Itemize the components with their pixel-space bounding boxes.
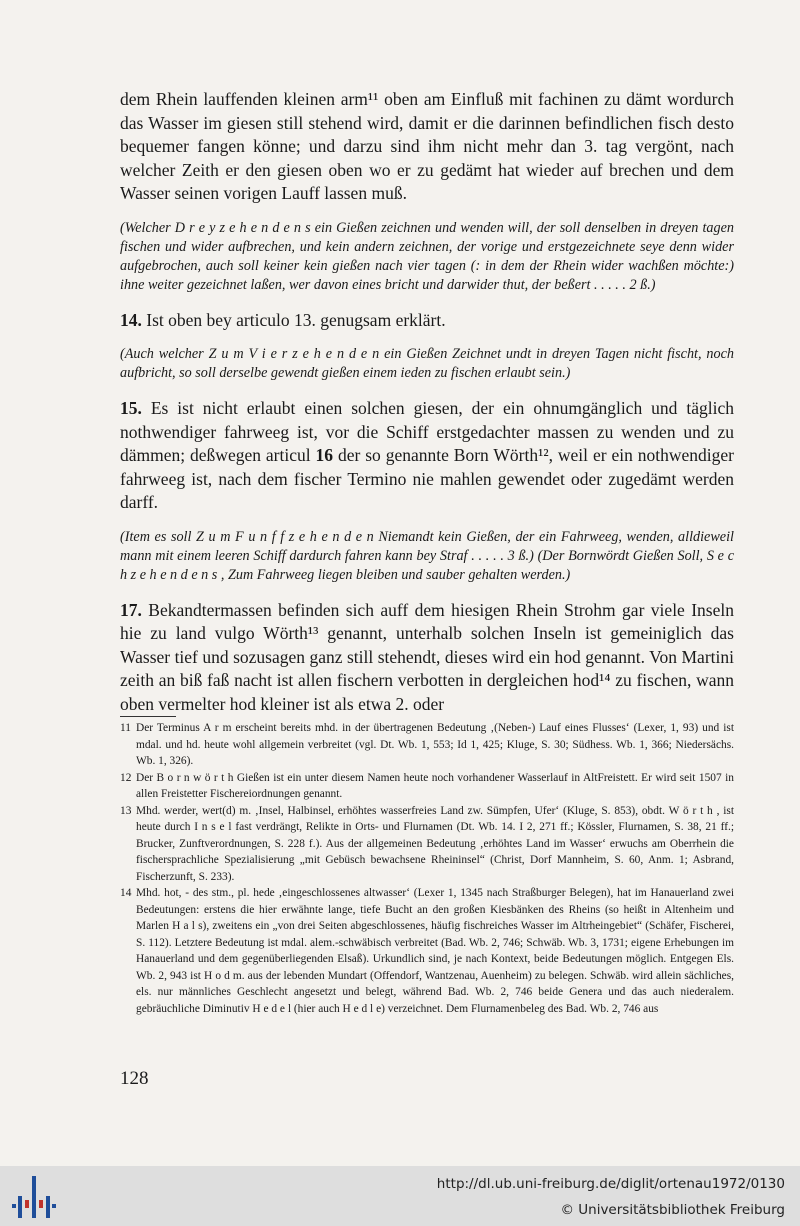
article-number-15: 15. [120,398,142,418]
footnote-text: Mhd. hot, - des stm., pl. hede ‚eingeschlossenes altwasser‘ (Lexer 1, 1345 nach Straßburger Belegen), hat im Hanauerland zwei Bedeutungen: erstens die hier erwähnte lange, tiefe Bucht an den großen Kiesbänken des Rheins (so heißt in Altenheim und Marlen H a l s), zweitens ein „von drei Seiten abgeschlossenes, häufig fischreiches Wasser im Altrheingebiet“ (Schäfer, Fischerei, S. 112). Letztere Bedeutung ist mdal. alem.-schwäbisch verbreitet (Bad. Wb. 2, 746; Schwäb. Wb. 3, 1731; eigene Erhebungen im Hanauerland und dem gegenüberliegenden Elsaß). Urkundlich sind, je nach Kontext, beide Bedeutungen möglich. Entgegen Els. Wb. 2, 943 ist H o d m. aus der lebenden Mundart (Offendorf, Wantzenau, Auenheim) zu belegen. Schwäb. wird allein sächliches, els. nur männliches Geschlecht angesetzt und belegt, während Bad. Wb. 2, 746 beide Genera und das auch niederalem. gebräuchliche Diminutiv H e d e l (hier auch H e d l e) verzeichnet. Dem Flurnamenbeleg des Bad. Wb. 2, 746 aus [136,887,734,1015]
footnote-separator [120,716,176,717]
page-number: 128 [120,1068,149,1089]
footnote-number: 14 [120,887,132,899]
paragraph-17 [120,599,734,717]
paragraph-14 [120,309,734,333]
article-number-17: 17. [120,599,142,620]
footnotes [120,720,734,1017]
old-text-quote-14: (Auch welcher Z u m V i e r z e h e n d e n ein Gießen Zeichnet undt in dreyen Tagen nicht fischt, noch aufbricht, so soll derselbe gewendt gießen einem ieden zu fischen erlaubt sein.) [120,346,734,381]
ub-freiburg-logo-icon[interactable] [12,1174,56,1220]
old-text-quote-13: (Welcher D r e y z e h e n d e n s ein Gießen zeichnen und wenden will, der soll denselben in dreyen tagen fischen und wider aufbrechen, und kein andern zeichnen, der vorige und erstgezeichnete seye denn wider aufgebrochen, auch soll keiner kein gießen nach vier tagen (: in dem der Rhein wider wachßen möchte:) ihne weiter gezeichnet laßen, wer davon eines bricht und darwider thut, der beßert . . . . . 2 ß.) [120,219,734,293]
footnote-text: Mhd. werder, wert(d) m. ‚Insel, Halbinsel, erhöhtes wasserfreies Land zw. Sümpfen, Ufer‘ (Kluge, S. 853), obdt. W ö r t h , ist heute durch I n s e l fast verdrängt, Relikte in Orts- und Flurnamen (Dt. Wb. 14. I 2, 271 ff.; Kössler, Flurnamen, S. 38, 21 ff.; Brucker, Zunftverordnungen, S. 228 f.). Aus der allgemeinen Bedeutung ‚erhöhtes Land im Wasser‘ erwuchs am Oberrhein die fischersprachliche Spezialisierung „mit Gebüsch bewachsene Rheininsel“ (Christ, Dorf Mannheim, S. 60, Anm. 1; Asbrand, Fischerzunft, S. 233). [136,804,734,883]
paragraph-17-text: Bekandtermassen befinden sich auff dem hiesigen Rhein Strohm gar viele Inseln hie zu land vulgo Wörth¹³ genannt, unterhalb solchen Inseln ist gemeiniglich das Wasser tief und sozusagen ganz still stehendt, dieses wird ein hod genannt. Von Martini zeith an biß faß nacht ist allen fischern verbotten in dergleichen hod¹⁴ zu fischen, wann oben vermelter hod kleiner ist als etwa 2. oder [120,599,734,714]
old-text-quote-15-16: (Item es soll Z u m F u n f f z e h e n d e n Niemandt kein Gießen, der ein Fahrweeg, wenden, alldieweil mann mit einem leeren Schiff dardurch fahren kann bey Straf . . . . . 3 ß.) (Der Bornwördt Gießen Soll, S e c h z e h e n d e n s , Zum Fahrweeg liegen bleiben und sauber gehalten werden.) [120,528,734,583]
article-number-14: 14. [120,309,142,330]
footnote-number: 13 [120,804,132,817]
article-number-16: 16 [315,445,334,465]
paragraph-15-text-b: der so genannte Born Wörth¹², weil er ein nothwendiger fahrweeg ist, nach dem fischer Termino nie mahlen gewendet oder zugedämt werden darff. [120,445,734,512]
footnote [120,770,734,803]
footnote [120,720,734,770]
copyright-text: © Universitätsbibliothek Freiburg [560,1202,785,1218]
footnote [120,803,734,886]
viewer-footer-bar [0,1166,800,1226]
footnote-text: Der B o r n w ö r t h Gießen ist ein unter diesem Namen heute noch vorhandener Wasserlauf in AltFreistett. Er wird seit 1507 in allen Freistetter Fischereiordnungen genannt. [136,771,734,800]
document-url-link[interactable]: http://dl.ub.uni-freiburg.de/diglit/ortenau1972/0130 [436,1176,785,1192]
footnote [120,885,734,1017]
paragraph-14-text: Ist oben bey articulo 13. genugsam erklärt. [141,309,446,330]
footnote-number: 11 [120,722,131,734]
footnote-number: 12 [120,771,132,784]
paragraph-13-continued: dem Rhein lauffenden kleinen arm¹¹ oben am Einfluß mit fachinen zu dämt wordurch das Wasser im giesen still stehend wird, damit er die darinnen befindlichen fisch desto bequemer fangen könne; und darzu sind ihm nicht mehr dan 3. tag vergönt, nach welcher Zeith er den giesen oben wo er zu gedämt hat wieder auf brechen und dem Wasser seinen vorigen Lauff lassen muß. [120,89,734,203]
main-text [120,88,734,716]
footnote-text: Der Terminus A r m erscheint bereits mhd. in der übertragenen Bedeutung ‚(Neben-) Lauf eines Flusses‘ (Lexer, 1, 93) und ist mdal. und hd. heute wohl allgemein verbreitet (vgl. Dt. Wb. 1, 553; Id 1, 425; Kluge, S. 30; Südhess. Wb. 1, 366; Niedersächs. Wb. 1, 326). [136,722,734,767]
paragraph-15 [120,397,734,515]
paragraph-15-text-a: Es ist nicht erlaubt einen solchen giesen, der ein ohnumgänglich und täglich nothwendiger fahrweeg ist, vor die Schiff erstgedachter massen zu wenden und zu dämmen; deßwegen articul [120,398,734,465]
